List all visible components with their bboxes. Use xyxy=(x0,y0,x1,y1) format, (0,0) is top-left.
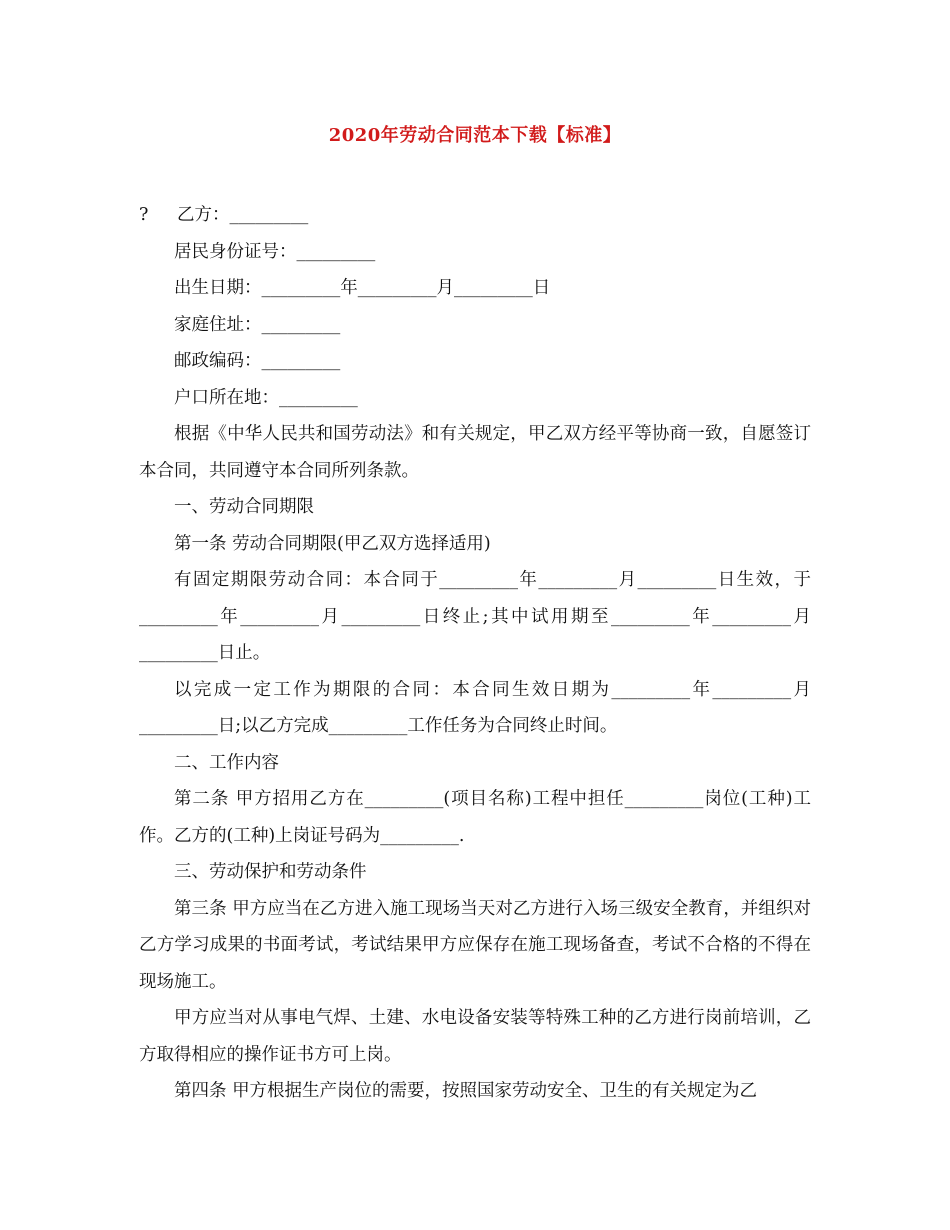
document-title: 2020年劳动合同范本下载【标准】 xyxy=(328,125,622,146)
article-2-paragraph: 第二条 甲方招用乙方在_________(项目名称)工程中担任_________岗位(工种)工作。乙方的(工种)上岗证号码为_________. xyxy=(139,789,811,846)
article-3-paragraph: 第三条 甲方应当在乙方进入施工现场当天对乙方进行入场三级安全教育，并组织对乙方学习成果的书面考试，考试结果甲方应保存在施工现场备查，考试不合格的不得在现场施工。 xyxy=(139,898,811,992)
home-address-field: 家庭住址：_________ xyxy=(174,314,341,335)
postal-code-field: 邮政编码：_________ xyxy=(174,351,341,371)
article-4-paragraph: 第四条 甲方根据生产岗位的需要，按照国家劳动安全、卫生的有关规定为乙 xyxy=(174,1081,758,1101)
document-body xyxy=(139,197,811,1110)
section-heading-term: 一、劳动合同期限 xyxy=(174,497,314,517)
party-b-field: 乙方：_________ xyxy=(177,205,309,225)
household-registration-field: 户口所在地：_________ xyxy=(174,387,358,408)
party-b-line xyxy=(139,197,811,234)
fixed-term-paragraph: 有固定期限劳动合同：本合同于_________年_________月_________日生效，于_________年_________月_________日终止;其中试用期至_________年_________月_________日止。 xyxy=(139,570,811,663)
article-1-heading: 第一条 劳动合同期限(甲乙双方选择适用) xyxy=(174,533,491,554)
birth-date-field: 出生日期：_________年_________月_________日 xyxy=(174,278,551,298)
id-number-field: 居民身份证号：_________ xyxy=(174,241,376,262)
unknown-glyph: ? xyxy=(139,205,149,225)
section-heading-work: 二、工作内容 xyxy=(174,752,279,773)
preamble-paragraph: 根据《中华人民共和国劳动法》和有关规定，甲乙双方经平等协商一致，自愿签订本合同，共同遵守本合同所列条款。 xyxy=(139,424,811,481)
section-heading-protection: 三、劳动保护和劳动条件 xyxy=(174,862,367,882)
special-training-paragraph: 甲方应当对从事电气焊、土建、水电设备安装等特殊工种的乙方进行岗前培训，乙方取得相应的操作证书方可上岗。 xyxy=(139,1008,811,1065)
task-term-paragraph: 以完成一定工作为期限的合同：本合同生效日期为_________年_________月_________日;以乙方完成_________工作任务为合同终止时间。 xyxy=(139,679,811,736)
